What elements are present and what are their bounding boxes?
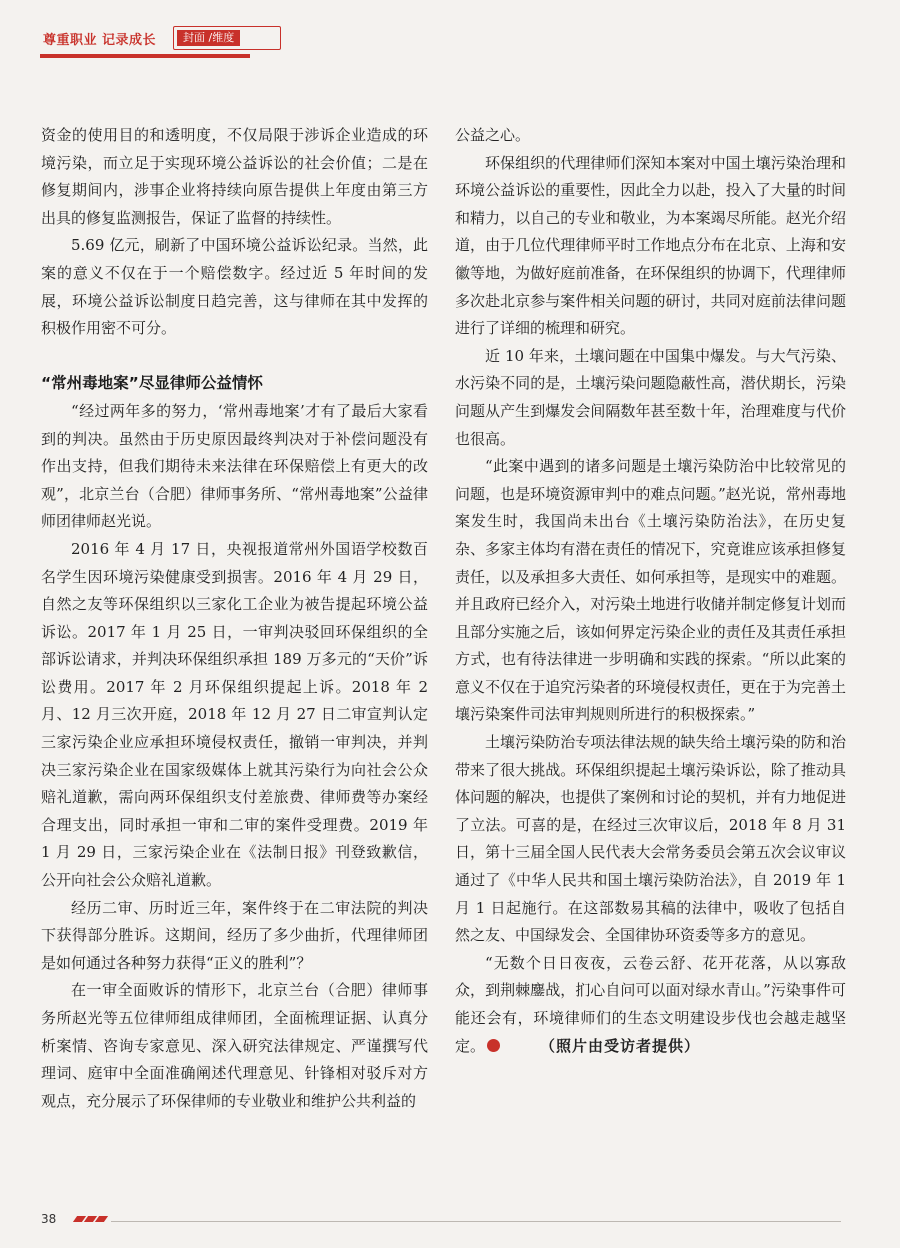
final-paragraph <box>455 950 846 1060</box>
footer-stripes-icon <box>71 1214 111 1226</box>
paragraph: “此案中遇到的诸多问题是土壤污染防治中比较常见的问题，也是环境资源审判中的难点问题。”赵光说，常州毒地案发生时，我国尚未出台《土壤污染防治法》，在历史复杂、多家主体均有潜在责任的情况下，究竟谁应该承担修复责任，以及承担多大责任、如何承担等，是现实中的难题。并且政府已经介入，对污染土地进行收储并制定修复计划而且部分实施之后，该如何界定污染企业的责任及其责任承担方式，也有待法律进一步明确和实践的探索。“所以此案的意义不仅在于追究污染者的环境侵权责任，更在于为完善土壤污染案件司法审判规则所进行的积极探索。” <box>455 457 846 724</box>
paragraph-text: “无数个日日夜夜，云卷云舒、花开花落，从以寡敌众，到荆棘鏖战，扪心自问可以面对绿水青山。”污染事件可能还会有，环境律师们的生态文明建设步伐也会越走越坚定。 <box>455 953 846 1055</box>
page-header <box>40 26 250 56</box>
spacer <box>41 343 428 371</box>
section-tag-box <box>173 26 281 50</box>
header-rule <box>40 54 250 58</box>
paragraph: 环保组织的代理律师们深知本案对中国土壤污染治理和环境公益诉讼的重要性，因此全力以赴，投入了大量的时间和精力，以自己的专业和敬业，为本案竭尽所能。赵光介绍道，由于几位代理律师平时工作地点分布在北京、上海和安徽等地，为做好庭前准备，在环保组织的协调下，代理律师多次赴北京参与案件相关问题的研讨，共同对庭前法律问题进行了详细的梳理和研究。 <box>455 153 846 338</box>
paragraph: 经历二审、历时近三年，案件终于在二审法院的判决下获得部分胜诉。这期间，经历了多少曲折，代理律师团是如何通过各种努力获得“正义的胜利”？ <box>41 898 428 972</box>
section-heading: “常州毒地案”尽显律师公益情怀 <box>41 374 263 393</box>
page-footer <box>41 1212 851 1232</box>
section-tag: 封面 /维度 <box>177 30 240 46</box>
paragraph: 5.69 亿元，刷新了中国环境公益诉讼纪录。当然，此案的意义不仅在于一个赔偿数字。经过近 5 年时间的发展，环境公益诉讼制度日趋完善，这与律师在其中发挥的积极作用密不可分。 <box>41 236 428 338</box>
magazine-slogan: 尊重职业 记录成长 <box>43 33 157 48</box>
paragraph: 土壤污染防治专项法律法规的缺失给土壤污染的防和治带来了很大挑战。环保组织提起土壤污染诉讼，除了推动具体问题的解决，也提供了案例和讨论的契机，并有力地促进了立法。可喜的是，在经过三次审议后，2018 年 8 月 31 日，第十三届全国人民代表大会常务委员会第五次会议审议通过了《中华人民共和国土壤污染防治法》，自 2019 年 1 月 1 日起施行。在这部数易其稿的法律中，吸收了包括自然之友、中国绿发会、全国律协环资委等多方的意见。 <box>455 733 846 945</box>
paragraph: 公益之心。 <box>455 126 531 144</box>
footer-rule <box>111 1221 841 1222</box>
page-number: 38 <box>41 1212 57 1226</box>
right-column <box>455 122 846 1060</box>
paragraph: 资金的使用目的和透明度，不仅局限于涉诉企业造成的环境污染，而立足于实现环境公益诉讼的社会价值；二是在修复期间内，涉事企业将持续向原告提供上年度由第三方出具的修复监测报告，保证了监督的持续性。 <box>41 126 428 227</box>
left-column <box>41 122 428 1115</box>
end-mark-icon <box>487 1039 500 1052</box>
photo-credit: （照片由受访者提供） <box>540 1036 701 1055</box>
paragraph: “经过两年多的努力，‘常州毒地案’才有了最后大家看到的判决。虽然由于历史原因最终判决对于补偿问题没有作出支持，但我们期待未来法律在环保赔偿上有更大的改观”，北京兰台（合肥）律师事务所、“常州毒地案”公益律师团律师赵光说。 <box>41 401 428 531</box>
paragraph: 在一审全面败诉的情形下，北京兰台（合肥）律师事务所赵光等五位律师组成律师团，全面梳理证据、认真分析案情、咨询专家意见、深入研究法律规定、严谨撰写代理词、庭审中全面准确阐述代理意见、针锋相对驳斥对方观点，充分展示了环保律师的专业敬业和维护公共利益的 <box>41 981 428 1110</box>
paragraph: 2016 年 4 月 17 日，央视报道常州外国语学校数百名学生因环境污染健康受到损害。2016 年 4 月 29 日，自然之友等环保组织以三家化工企业为被告提起环境公益诉讼。2017 年 1 月 25 日，一审判决驳回环保组织的全部诉讼请求，并判决环保组织承担 189 万多元的“天价”诉讼费用。2017 年 2 月环保组织提起上诉。2018 年 2 月、12 月三次开庭，2018 年 12 月 27 日二审宣判认定三家污染企业应承担环境侵权责任，撤销一审判决，并判决三家污染企业在国家级媒体上就其污染行为向社会公众赔礼道歉，需向两环保组织支付差旅费、律师费等办案经合理支出，同时承担一审和二审的案件受理费。2019 年 1 月 29 日，三家污染企业在《法制日报》刊登致歉信，公开向社会公众赔礼道歉。 <box>41 539 428 890</box>
paragraph: 近 10 年来，土壤问题在中国集中爆发。与大气污染、水污染不同的是，土壤污染问题隐蔽性高，潜伏期长，污染问题从产生到爆发会间隔数年甚至数十年，治理难度与代价也很高。 <box>455 346 846 448</box>
